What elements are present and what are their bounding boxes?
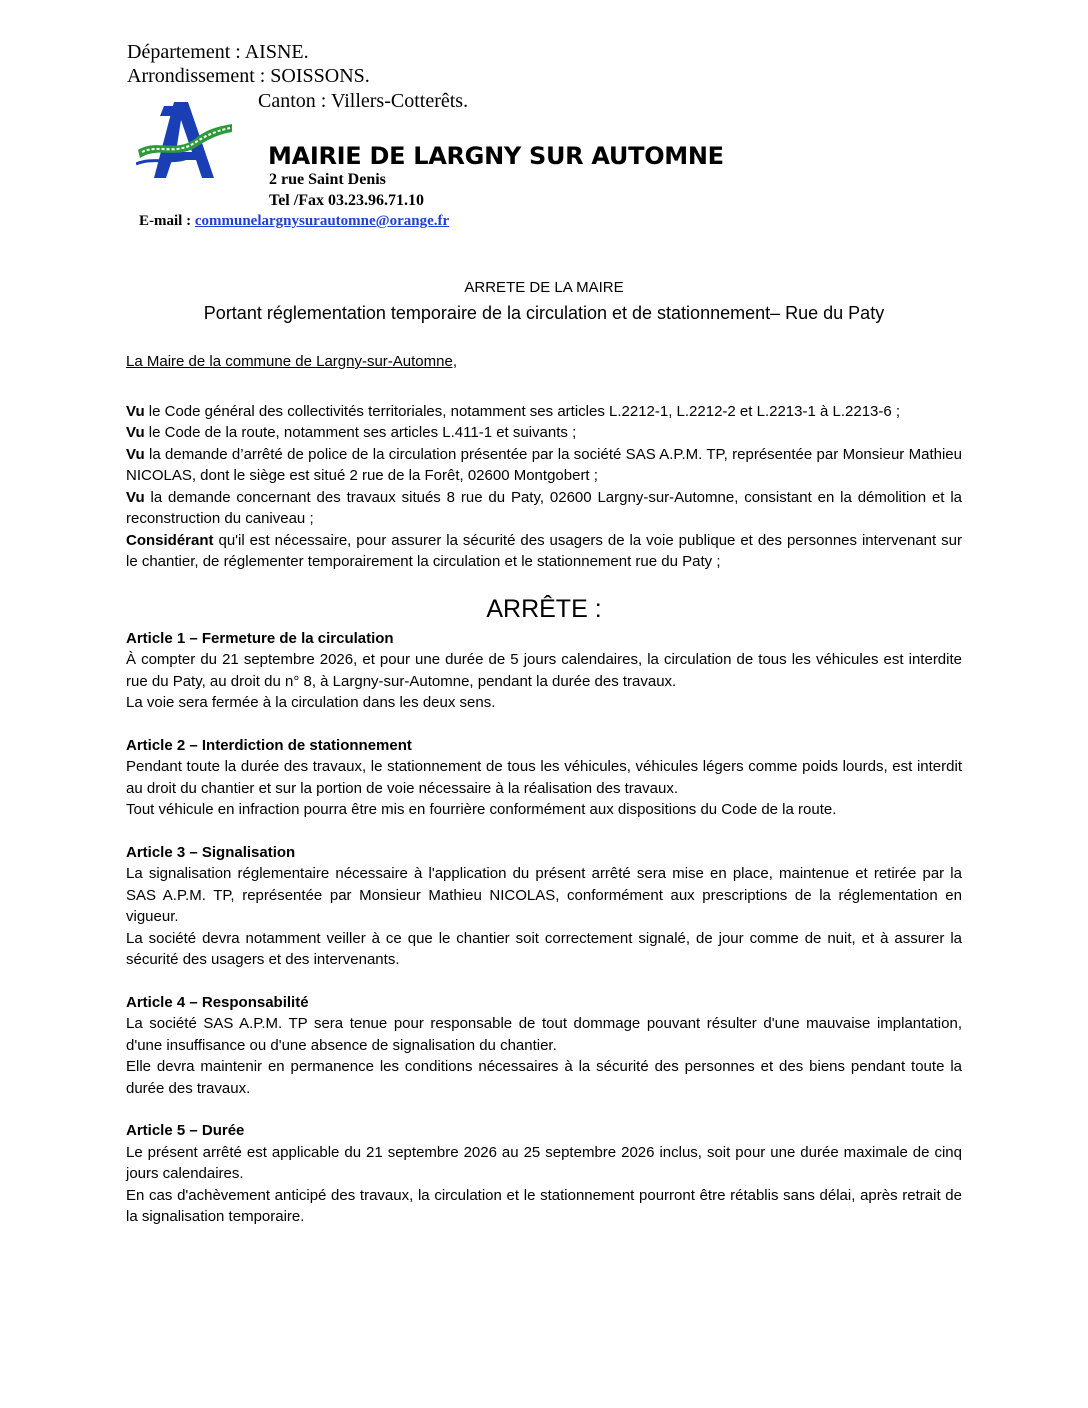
arrete-heading: ARRÊTE : [486, 594, 602, 623]
article-paragraph: La signalisation réglementaire nécessaire à l'application du présent arrêté sera mise en place, maintenue et retirée par la SAS A.P.M. TP, représentée par Monsieur Mathieu NICOLAS, conformément aux prescriptions de la réglementation en vigueur. [126, 865, 962, 925]
article-title: Article 4 – Responsabilité [126, 993, 309, 1011]
visa-item [126, 401, 962, 423]
commune-logo-icon [136, 98, 236, 180]
article-paragraph: La société devra notamment veiller à ce que le chantier soit correctement signalé, de jour comme de nuit, et à assurer la sécurité des usagers et des intervenants. [126, 929, 962, 968]
article-paragraph: Tout véhicule en infraction pourra être mis en fourrière conformément aux dispositions du Code de la route. [126, 801, 837, 818]
article-5 [126, 1120, 962, 1228]
article-paragraph: La voie sera fermée à la circulation dans les deux sens. [126, 694, 496, 711]
mairie-name: MAIRIE DE LARGNY SUR AUTOMNE [268, 142, 724, 170]
article-paragraph: La société SAS A.P.M. TP sera tenue pour responsable de tout dommage pouvant résulter d'une mauvaise implantation, d'une insuffisance ou d'une absence de signalisation du chantier. [126, 1015, 962, 1054]
article-paragraph: Le présent arrêté est applicable du 21 septembre 2026 au 25 septembre 2026 inclus, soit pour une durée maximale de cinq jours calendaires. [126, 1143, 962, 1182]
article-1 [126, 628, 962, 714]
article-2 [126, 735, 962, 821]
considerant-item [126, 530, 962, 573]
visa-keyword: Vu [126, 424, 145, 441]
visa-keyword: Vu [126, 402, 145, 420]
visa-keyword: Vu [126, 445, 145, 463]
visa-text: le Code général des collectivités territoriales, notamment ses articles L.2212-1, L.2212-2 et L.2213-1 à L.2213-6 ; [144, 402, 901, 420]
article-3 [126, 842, 962, 971]
intro-line: La Maire de la commune de Largny-sur-Automne, [126, 353, 457, 370]
article-paragraph: Pendant toute la durée des travaux, le stationnement de tous les véhicules, véhicules légers comme poids lourds, est interdit au droit du chantier et sur la portion de voie nécessaire à la réalisation des travaux. [126, 758, 962, 797]
article-paragraph: À compter du 21 septembre 2026, et pour une durée de 5 jours calendaires, la circulation de tous les véhicules est interdite rue du Paty, au droit du n° 8, à Largny-sur-Automne, pendant la durée des travaux. [126, 651, 962, 690]
departement-line: Département : AISNE. [127, 41, 309, 63]
email-link[interactable]: communelargnysurautomne@orange.fr [194, 213, 450, 229]
document-title: ARRETE DE LA MAIRE [464, 279, 624, 296]
visa-keyword: Vu [126, 488, 145, 506]
visa-item [126, 444, 962, 487]
visa-text: la demande d’arrêté de police de la circulation présentée par la société SAS A.P.M. TP, représentée par Monsieur Mathieu NICOLAS, dont le siège est situé 2 rue de la Forêt, 02600 Montgobert ; [126, 445, 962, 484]
email-line [139, 211, 449, 231]
visa-item [126, 422, 962, 444]
mairie-address: 2 rue Saint Denis [269, 171, 386, 188]
considerant-keyword: Considérant [126, 531, 214, 549]
document-subtitle: Portant réglementation temporaire de la circulation et de stationnement– Rue du Paty [203, 303, 885, 323]
article-title: Article 1 – Fermeture de la circulation [126, 629, 394, 647]
visa-text: la demande concernant des travaux situés 8 rue du Paty, 02600 Largny-sur-Automne, consistant en la démolition et la reconstruction du caniveau ; [126, 488, 962, 527]
visa-text: le Code de la route, notamment ses articles L.411-1 et suivants ; [144, 424, 577, 441]
arrondissement-line: Arrondissement : SOISSONS. [127, 65, 370, 87]
document-body [126, 351, 962, 1228]
visas-list [126, 401, 962, 573]
article-title: Article 5 – Durée [126, 1122, 245, 1139]
email-label: E-mail : [139, 213, 192, 229]
article-paragraph: En cas d'achèvement anticipé des travaux, la circulation et le stationnement pourront être rétablis sans délai, après retrait de la signalisation temporaire. [126, 1186, 962, 1225]
mairie-phone: Tel /Fax 03.23.96.71.10 [269, 192, 424, 209]
article-title: Article 2 – Interdiction de stationnement [126, 736, 412, 754]
article-4 [126, 992, 962, 1100]
considerant-text: qu'il est nécessaire, pour assurer la sécurité des usagers de la voie publique et des personnes intervenant sur le chantier, de réglementer temporairement la circulation et le stationnement rue du Paty ; [126, 531, 962, 570]
article-title: Article 3 – Signalisation [126, 843, 296, 861]
article-paragraph: Elle devra maintenir en permanence les conditions nécessaires à la sécurité des personnes et des biens pendant toute la durée des travaux. [126, 1058, 962, 1097]
visa-item [126, 487, 962, 530]
canton-line: Canton : Villers-Cotterêts. [258, 90, 469, 112]
